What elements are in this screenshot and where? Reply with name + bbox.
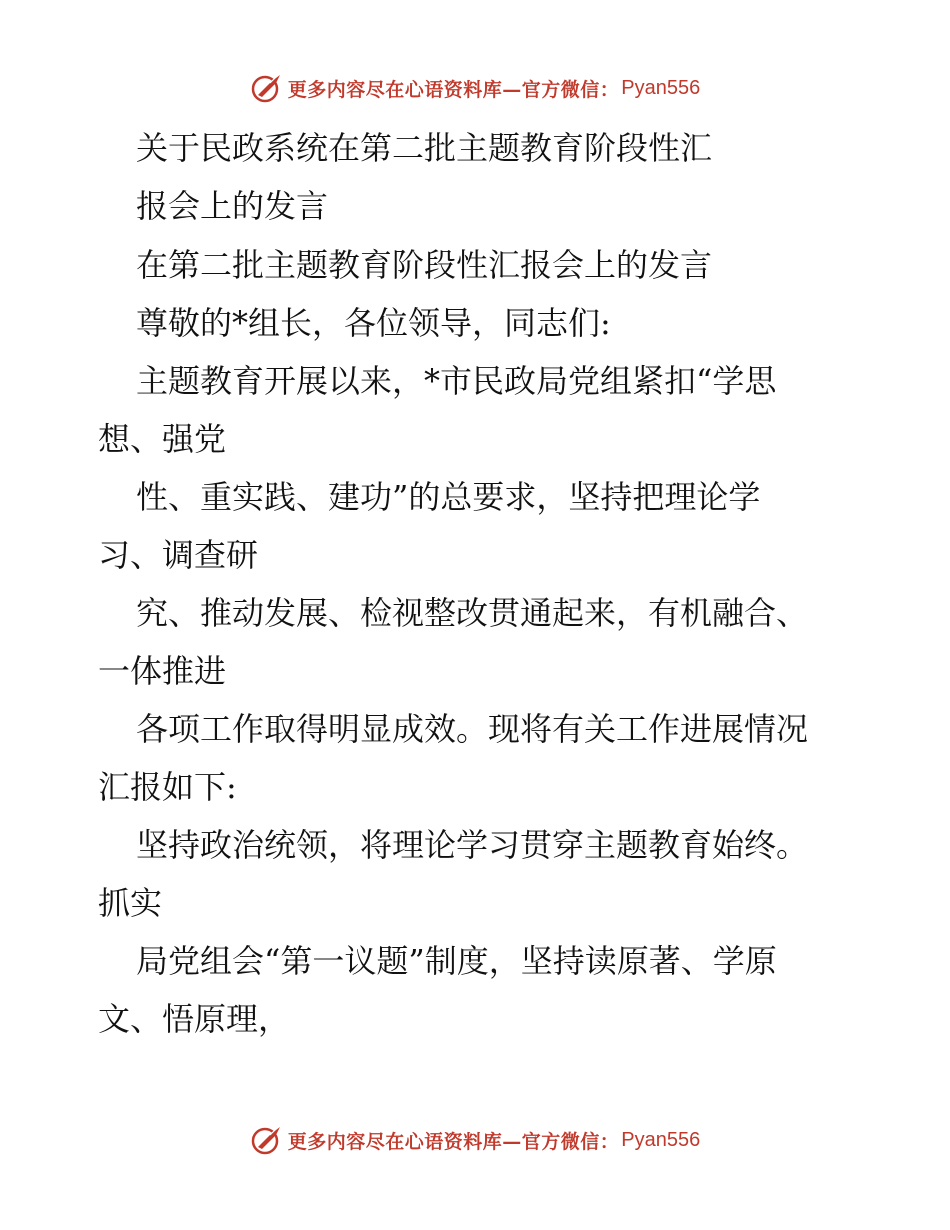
watermark-text: 更多内容尽在心语资料库—官方微信： <box>287 1130 620 1153</box>
body-line: 性、重实践、建功”的总要求，坚持把理论学 <box>136 478 761 516</box>
body-line: 主题教育开展以来，*市民政局党组紧扣“学思 <box>136 362 777 400</box>
body-line: 习、调查研 <box>98 536 259 574</box>
body-line: 抓实 <box>98 884 163 922</box>
body-line: 想、强党 <box>98 420 227 458</box>
footer-watermark <box>0 1120 950 1160</box>
body-line: 局党组会“第一议题”制度，坚持读原著、学原 <box>136 942 777 980</box>
salutation: 尊敬的*组长，各位领导，同志们: <box>136 304 611 342</box>
quill-logo-icon <box>250 71 284 105</box>
body-line: 一体推进 <box>98 652 227 690</box>
watermark-text: 更多内容尽在心语资料库—官方微信： <box>287 78 620 101</box>
body-line: 各项工作取得明显成效。现将有关工作进展情况 <box>136 710 809 748</box>
body-line: 坚持政治统领，将理论学习贯穿主题教育始终。 <box>136 826 809 864</box>
body-line: 文、悟原理， <box>98 1000 291 1038</box>
body-line: 究、推动发展、检视整改贯通起来，有机融合、 <box>136 594 809 632</box>
quill-logo-icon <box>250 1123 284 1157</box>
title-line-1: 关于民政系统在第二批主题教育阶段性汇 <box>136 129 713 167</box>
watermark-wechat-id: Pyan556 <box>621 76 701 99</box>
header-watermark <box>0 68 950 108</box>
subtitle-line: 在第二批主题教育阶段性汇报会上的发言 <box>136 246 713 284</box>
watermark-wechat-id: Pyan556 <box>621 1128 701 1151</box>
title-line-2: 报会上的发言 <box>136 187 329 225</box>
body-line: 汇报如下: <box>98 768 237 806</box>
